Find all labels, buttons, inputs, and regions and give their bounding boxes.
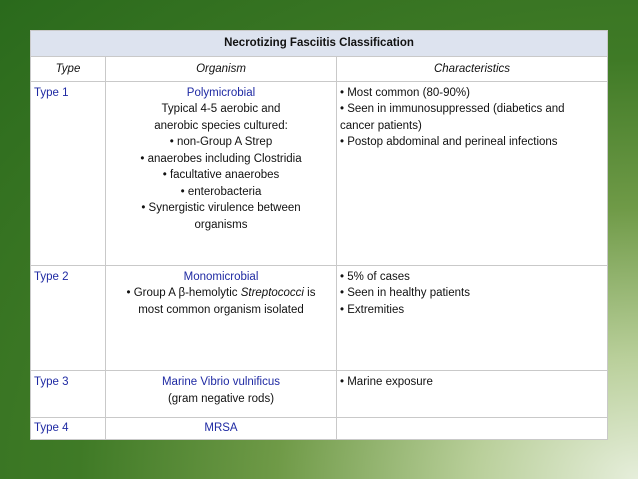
characteristics-cell (337, 265, 608, 371)
characteristic-line: • 5% of cases (340, 270, 410, 283)
characteristic-line: • Extremities (340, 303, 405, 316)
characteristics-cell (337, 417, 608, 439)
characteristic-line: • Seen in healthy patients (340, 287, 470, 300)
organism-text: is (303, 287, 316, 300)
header-characteristics: Characteristics (337, 57, 608, 81)
organism-line: • enterobacteria (180, 185, 262, 198)
header-type: Type (31, 57, 106, 81)
type-cell: Type 3 (31, 371, 106, 418)
type-cell: Type 1 (31, 81, 106, 265)
organism-cell (106, 417, 337, 439)
header-row (31, 57, 608, 81)
organism-cell (106, 81, 337, 265)
organism-italic-text: Streptococci (240, 287, 304, 300)
characteristics-cell (337, 81, 608, 265)
characteristic-line: • Seen in immunosuppressed (diabetics and (340, 103, 565, 116)
type-cell: Type 2 (31, 265, 106, 371)
classification-table (30, 30, 608, 440)
classification-sheet (30, 30, 607, 440)
characteristic-line: • Most common (80-90%) (340, 86, 470, 99)
organism-line: • non-Group A Strep (169, 136, 273, 149)
characteristic-line: • Marine exposure (340, 376, 433, 389)
organism-line: (gram negative rods) (167, 392, 275, 405)
table-row (31, 371, 608, 418)
organism-text: • Group A β-hemolytic (126, 287, 241, 300)
organism-line: organisms (194, 218, 248, 231)
organism-cell (106, 371, 337, 418)
organism-line: Typical 4-5 aerobic and (161, 103, 281, 116)
characteristics-cell (337, 371, 608, 418)
organism-line: • anaerobes including Clostridia (140, 152, 302, 165)
organism-line (109, 285, 333, 302)
organism-line: most common organism isolated (138, 303, 304, 316)
characteristic-line: • Postop abdominal and perineal infections (340, 136, 558, 149)
organism-line: anerobic species cultured: (154, 119, 288, 132)
table-row (31, 265, 608, 371)
organism-cell (106, 265, 337, 371)
organism-lead: Monomicrobial (183, 270, 259, 283)
organism-line: • facultative anaerobes (162, 169, 280, 182)
type-cell: Type 4 (31, 417, 106, 439)
table-title: Necrotizing Fasciitis Classification (31, 31, 608, 57)
organism-lead: Polymicrobial (186, 86, 256, 99)
table-row (31, 417, 608, 439)
organism-lead: MRSA (204, 422, 238, 435)
header-organism: Organism (106, 57, 337, 81)
table-row (31, 81, 608, 265)
organism-lead: Marine Vibrio vulnificus (161, 376, 281, 389)
characteristic-line: cancer patients) (340, 119, 422, 132)
organism-line: • Synergistic virulence between (141, 202, 301, 215)
